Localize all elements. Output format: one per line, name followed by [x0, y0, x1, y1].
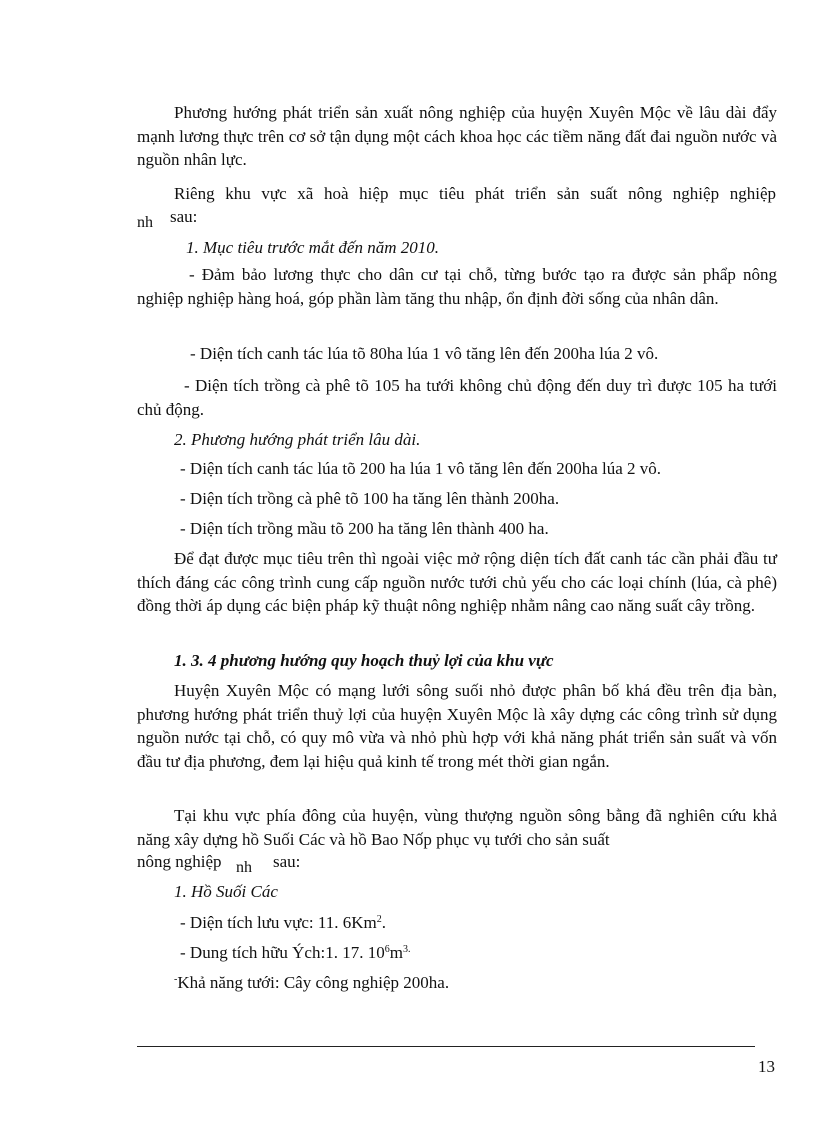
catchment-area-end: . [381, 913, 386, 932]
heading-short-term-goal: 1. Mục tiêu trước mắt đến năm 2010. [186, 238, 439, 257]
catchment-area-superscript: 2 [376, 914, 382, 925]
irrigation-capacity-dash: - [174, 974, 178, 985]
footer-divider [137, 1046, 755, 1047]
catchment-area-text: - Diện tích lưu vực: 11. 6Km [180, 913, 377, 932]
paragraph-catchment-area [180, 911, 386, 934]
irrigation-capacity-text: Khả năng tưới: Cây công nghiệp 200ha. [177, 973, 450, 992]
useful-capacity-unit: m [389, 943, 403, 962]
paragraph-hoa-hiep-sau: sau: [170, 207, 198, 226]
paragraph-coffee-area-1: - Diện tích trồng cà phê tõ 105 ha tưới không chủ động đến duy trì được 105 ha tưới chủ động. [137, 376, 777, 419]
paragraph-hoa-hiep-line1: Riêng khu vực xã hoà hiệp mục tiêu phát triển sản suất nông nghiệp nghiệp [174, 184, 776, 203]
paragraph-crops-area: - Diện tích trồng mầu tõ 200 ha tăng lên thành 400 ha. [180, 519, 549, 538]
useful-capacity-text: - Dung tích hữu Ých:1. 17. 10 [180, 943, 385, 962]
paragraph-eastern-area: Tại khu vực phía đông của huyện, vùng thượng nguồn sông bằng đã nghiên cứu khả năng xây dựng hồ Suối Các và hồ Bao Nốp phục vụ tưới cho sản suất [137, 806, 777, 849]
heading-long-term-direction: 2. Phương hướng phát triển lâu dài. [174, 430, 421, 449]
paragraph-river-network: Huyện Xuyên Mộc có mạng lưới sông suối nhỏ được phân bố khá đều trên địa bàn, phương hướng phát triển thuỷ lợi của huyện Xuyên Mộc là xây dựng các công trình sử dụng nguồn nước tại chỗ, có quy mô vừa và nhỏ phù hợp với khả năng phát triển sản suất và vốn đầu tư địa phương, đem lại hiệu quả kinh tế trong mét thời gian ngắn. [137, 681, 777, 771]
paragraph-food-security: - Đảm bảo lương thực cho dân cư tại chỗ, từng bước tạo ra được sản phẩp nông nghiệp nghiệp hàng hoá, góp phần làm tăng thu nhập, ổn định đời sống của nhân dân. [137, 265, 777, 308]
paragraph-eastern-area-nh: nh [236, 859, 252, 876]
paragraph-eastern-area-last: nông nghiệp [137, 852, 222, 871]
paragraph-long-term-direction: Phương hướng phát triển sản xuất nông nghiệp của huyện Xuyên Mộc về lâu dài đẩy mạnh lương thực trên cơ sở tận dụng một cách khoa học các tiềm năng đất đai nguồn nước và nguồn nhân lực. [137, 103, 777, 169]
section-heading-irrigation-planning: 1. 3. 4 phương hướng quy hoạch thuỷ lợi của khu vực [174, 651, 554, 670]
paragraph-coffee-area-2: - Diện tích trồng cà phê tõ 100 ha tăng lên thành 200ha. [180, 489, 560, 508]
page-number: 13 [758, 1057, 775, 1076]
paragraph-hoa-hiep-nh: nh [137, 214, 153, 231]
paragraph-useful-capacity [180, 941, 410, 964]
paragraph-investment: Để đạt được mục tiêu trên thì ngoài việc mở rộng diện tích đất canh tác cần phải đầu tư thích đáng các công trình cung cấp nguồn nước tưới chủ yếu cho các loại chính (lúa, cà phê) đồng thời áp dụng các biện pháp kỹ thuật nông nghiệp nhằm nâng cao năng suất cây trồng. [137, 549, 777, 615]
useful-capacity-exponent: 6 [384, 944, 390, 955]
useful-capacity-unit-exponent: 3. [402, 944, 411, 955]
paragraph-rice-area-2: - Diện tích canh tác lúa tõ 200 ha lúa 1 vô tăng lên đến 200ha lúa 2 vô. [180, 459, 662, 478]
paragraph-eastern-area-sau: sau: [273, 852, 301, 871]
heading-suoi-cac-lake: 1. Hồ Suối Các [174, 882, 278, 901]
paragraph-irrigation-capacity [174, 971, 449, 994]
paragraph-rice-area-1: - Diện tích canh tác lúa tõ 80ha lúa 1 vô tăng lên đến 200ha lúa 2 vô. [190, 344, 659, 363]
